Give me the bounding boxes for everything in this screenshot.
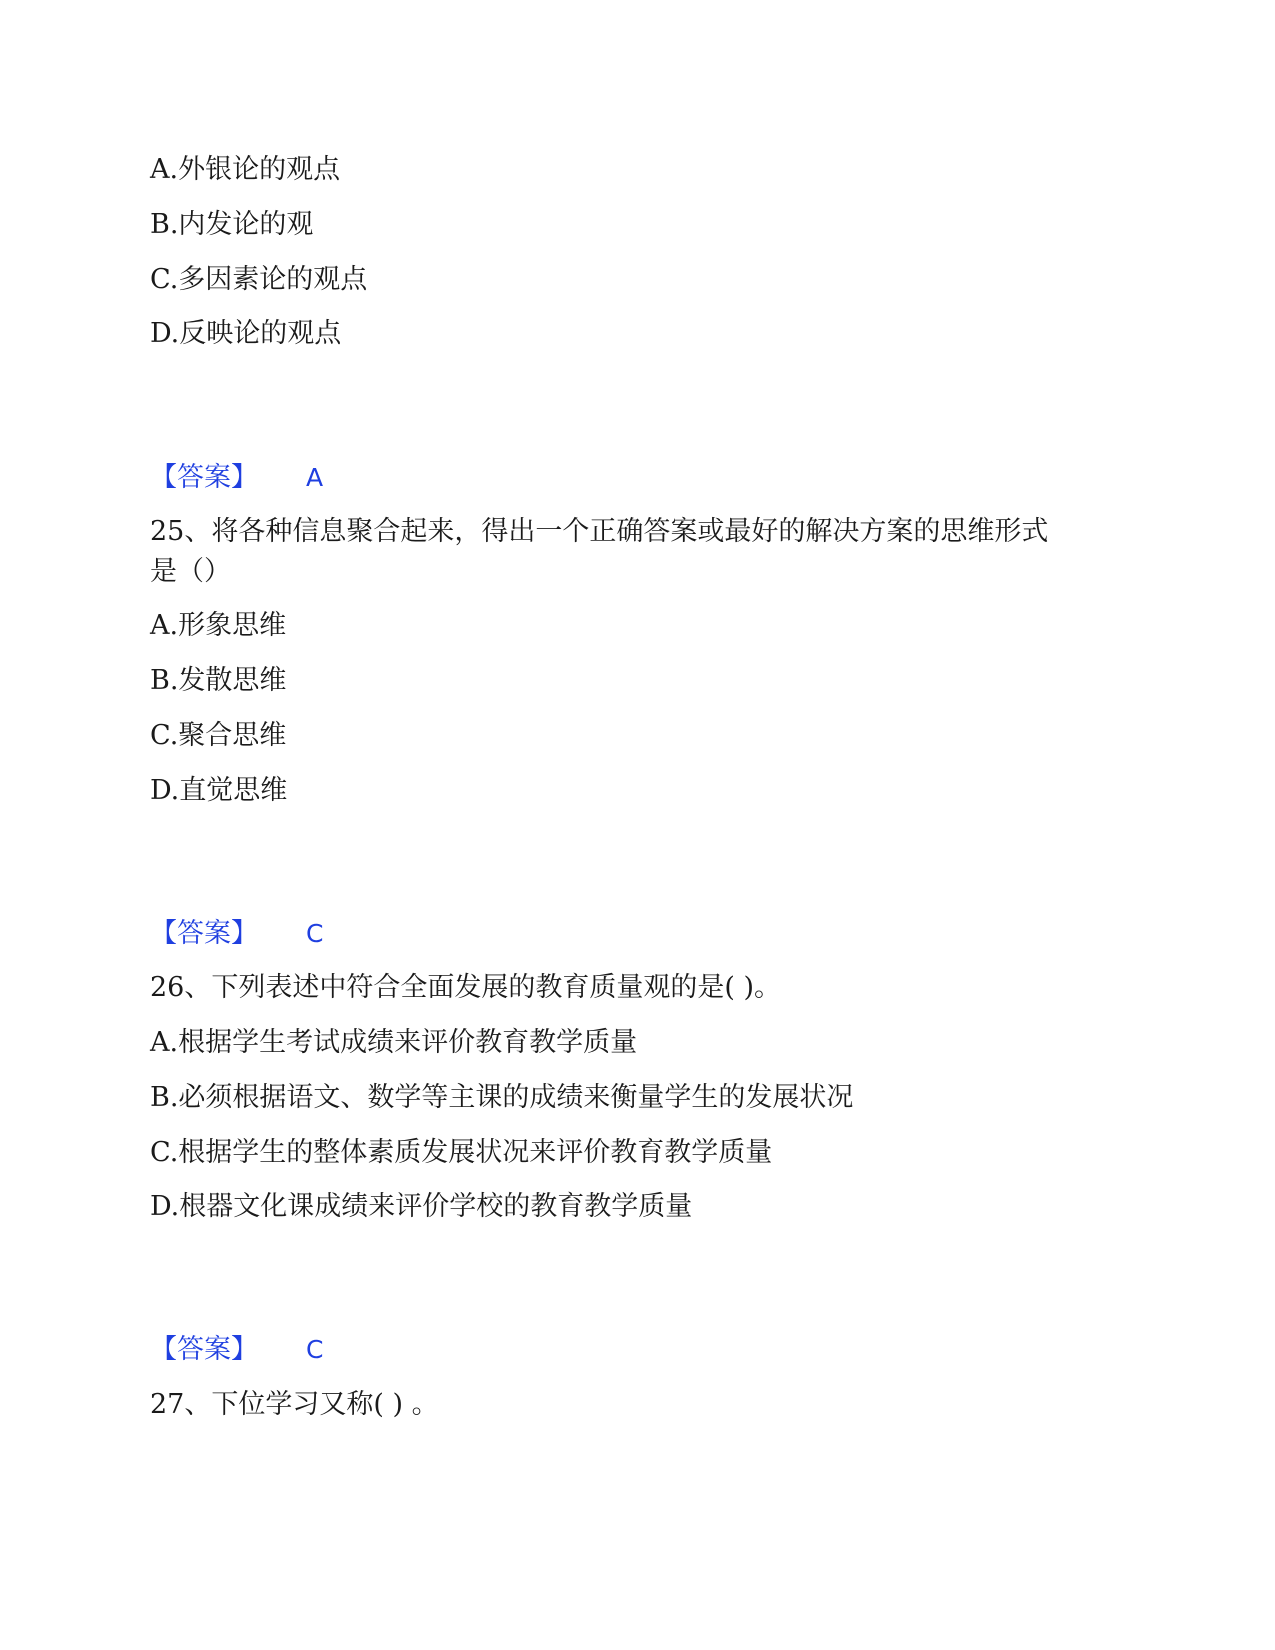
q27-stem: 27、下位学习又称( ) 。 — [150, 1389, 439, 1420]
q25-option-b: B.发散思维 — [150, 665, 287, 696]
q24-answer — [150, 458, 323, 498]
q25-option-d: D.直觉思维 — [150, 775, 288, 806]
q26-option-d: D.根器文化课成绩来评价学校的教育教学质量 — [150, 1191, 693, 1222]
answer-value: C — [306, 919, 324, 948]
q26-answer — [150, 1330, 323, 1370]
q24-option-b: B.内发论的观 — [150, 209, 314, 240]
q25-stem-line2: 是（） — [150, 556, 231, 587]
q26-option-a: A.根据学生考试成绩来评价教育教学质量 — [150, 1027, 638, 1058]
answer-label: 【答案】 — [150, 918, 258, 949]
q24-option-c: C.多因素论的观点 — [150, 264, 368, 295]
q24-option-d: D.反映论的观点 — [150, 318, 342, 349]
q26-option-b: B.必须根据语文、数学等主课的成绩来衡量学生的发展状况 — [150, 1082, 854, 1113]
q26-stem: 26、下列表述中符合全面发展的教育质量观的是( )。 — [150, 972, 782, 1003]
q25-option-a: A.形象思维 — [150, 610, 287, 641]
q25-answer — [150, 914, 323, 954]
q26-option-c: C.根据学生的整体素质发展状况来评价教育教学质量 — [150, 1137, 773, 1168]
q25-stem-line1: 25、将各种信息聚合起来，得出一个正确答案或最好的解决方案的思维形式 — [150, 516, 1049, 547]
answer-label: 【答案】 — [150, 462, 258, 493]
q24-option-a: A.外银论的观点 — [150, 154, 341, 185]
answer-value: C — [306, 1335, 324, 1364]
answer-label: 【答案】 — [150, 1334, 258, 1365]
q25-stem — [150, 512, 1130, 592]
answer-value: A — [306, 463, 324, 492]
q25-option-c: C.聚合思维 — [150, 720, 287, 751]
